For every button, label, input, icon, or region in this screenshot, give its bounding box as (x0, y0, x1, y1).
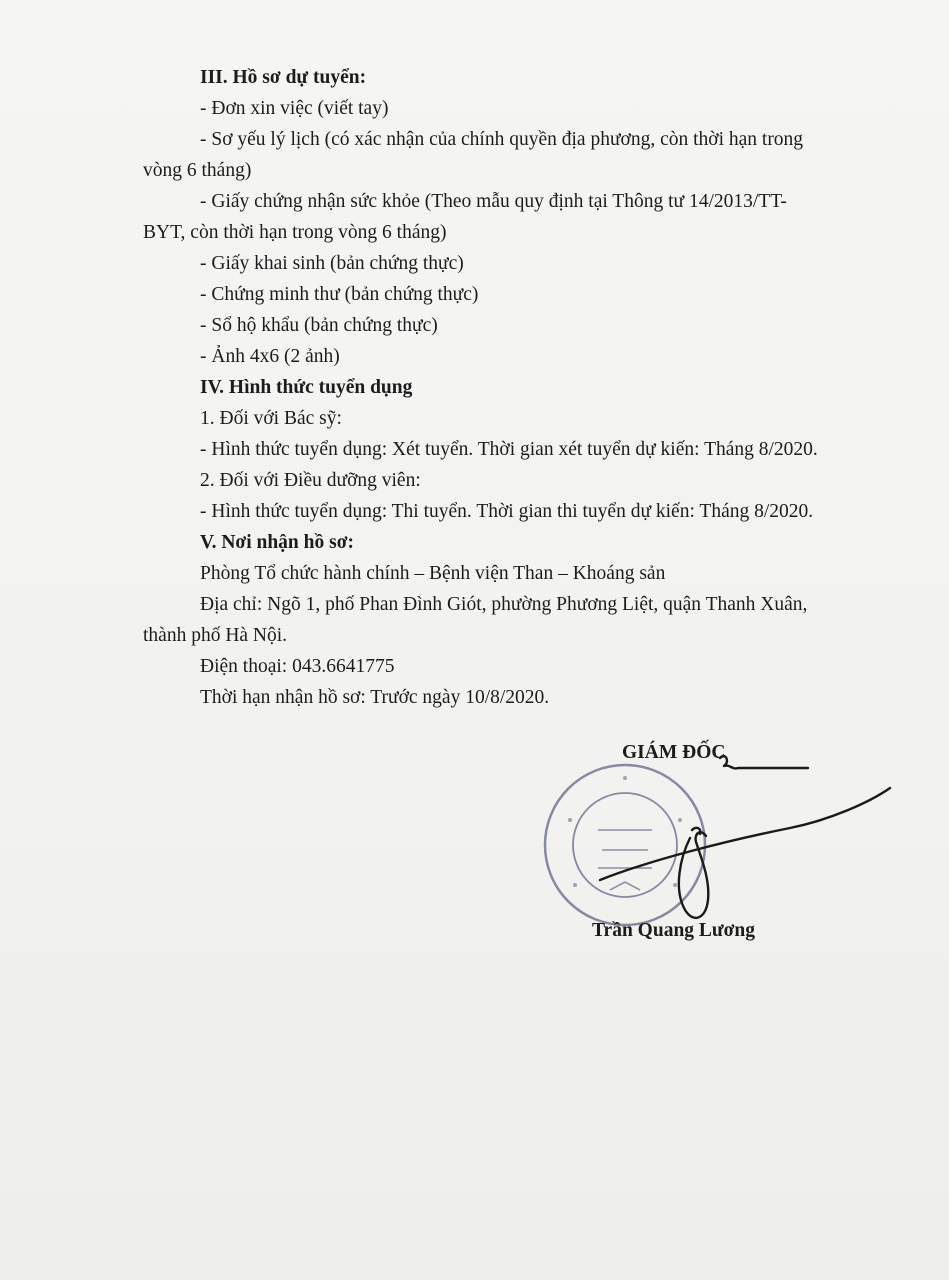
section-heading-5: V. Nơi nhận hồ sơ: (200, 532, 355, 553)
signer-name: Trần Quang Lương (592, 920, 756, 941)
list-item: - Sơ yếu lý lịch (có xác nhận của chính quyền địa phương, còn thời hạn trong (200, 129, 804, 150)
list-item: - Đơn xin việc (viết tay) (200, 98, 389, 119)
list-item: - Sổ hộ khẩu (bản chứng thực) (200, 315, 438, 336)
list-item: 2. Đối với Điều dưỡng viên: (200, 470, 421, 491)
list-item: Phòng Tổ chức hành chính – Bệnh viện Than – Khoáng sản (200, 563, 666, 584)
list-item: Điện thoại: 043.6641775 (200, 656, 395, 677)
list-item: Địa chỉ: Ngõ 1, phố Phan Đình Giót, phường Phương Liệt, quận Thanh Xuân, (200, 594, 808, 615)
signature-block (540, 730, 900, 960)
list-item: Thời hạn nhận hồ sơ: Trước ngày 10/8/2020. (200, 687, 550, 708)
section-heading-3: III. Hồ sơ dự tuyển: (200, 67, 367, 88)
list-item: - Giấy khai sinh (bản chứng thực) (200, 253, 464, 274)
list-item-continuation: thành phố Hà Nội. (143, 625, 288, 646)
list-item: - Ảnh 4x6 (2 ảnh) (200, 346, 340, 367)
list-item: - Chứng minh thư (bản chứng thực) (200, 284, 479, 305)
section-heading-4: IV. Hình thức tuyển dụng (200, 377, 413, 398)
list-item: 1. Đối với Bác sỹ: (200, 408, 342, 429)
list-item: - Hình thức tuyển dụng: Xét tuyển. Thời gian xét tuyển dự kiến: Tháng 8/2020. (200, 439, 818, 460)
handwritten-signature-icon (580, 740, 900, 940)
list-item-continuation: vòng 6 tháng) (143, 160, 252, 181)
list-item: - Hình thức tuyển dụng: Thi tuyển. Thời gian thi tuyển dự kiến: Tháng 8/2020. (200, 501, 814, 522)
signer-title: GIÁM ĐỐC (622, 742, 726, 763)
document-body (143, 62, 863, 713)
list-item-continuation: BYT, còn thời hạn trong vòng 6 tháng) (143, 222, 447, 243)
list-item: - Giấy chứng nhận sức khỏe (Theo mẫu quy định tại Thông tư 14/2013/TT- (200, 191, 787, 212)
